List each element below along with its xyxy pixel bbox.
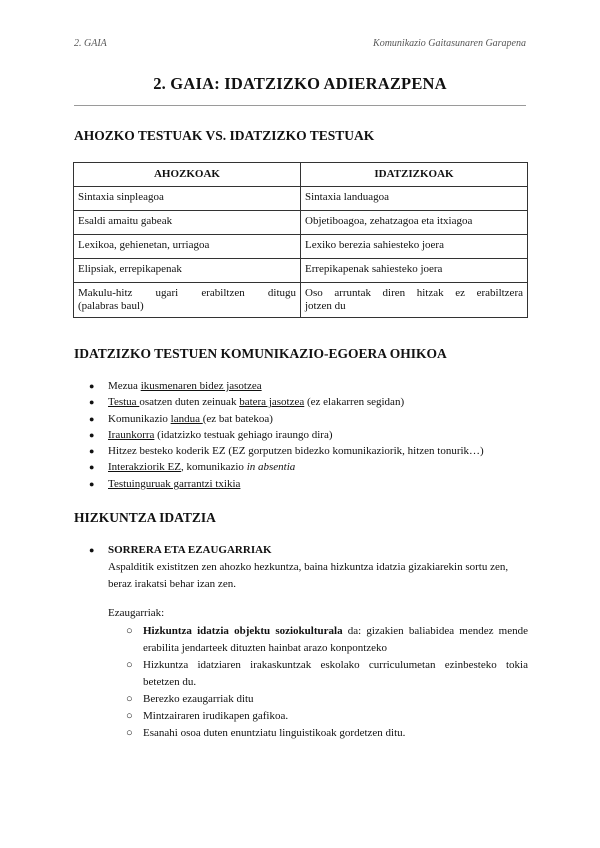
list-item: ● Mezua ikusmenaren bidez jasotzea bbox=[89, 380, 262, 392]
section-heading-oral-vs-written: AHOZKO TESTUAK VS. IDATZIZKO TESTUAK bbox=[74, 128, 375, 143]
circle-bullet-icon: ○ bbox=[126, 693, 133, 705]
bullet-icon: ● bbox=[89, 462, 95, 473]
list-item: ● Hitzez besteko koderik EZ (EZ gorputzen bidezko komunikaziorik, hitzen tonurik…) bbox=[89, 445, 484, 458]
title-divider bbox=[74, 105, 526, 106]
list-item: ○ Berezko ezaugarriak ditu bbox=[86, 691, 528, 708]
cell-line: Oso arruntak diren hitzak ez erabiltzera bbox=[305, 287, 523, 299]
table-row bbox=[74, 283, 528, 318]
table-cell: Elipsiak, errepikapenak bbox=[74, 259, 301, 283]
table-cell: Lexikoa, gehienetan, urriagoa bbox=[74, 235, 301, 259]
bullet-icon: ● bbox=[89, 429, 95, 440]
table-cell: Lexiko berezia sahiesteko joera bbox=[301, 235, 528, 259]
table-cell: Esaldi amaitu gabeak bbox=[74, 211, 301, 235]
bullet-icon: ● bbox=[89, 545, 95, 555]
circle-bullet-icon: ○ bbox=[126, 625, 133, 637]
table-cell: Objetiboagoa, zehatzagoa eta itxiagoa bbox=[301, 211, 528, 235]
bullet-icon: ● bbox=[89, 381, 95, 391]
list-item: ● Interakziorik EZ, komunikazio in absentia bbox=[89, 461, 296, 474]
bullet-icon: ● bbox=[89, 397, 95, 408]
table-cell: Errepikapenak sahiesteko joera bbox=[301, 259, 528, 283]
table-row bbox=[74, 259, 528, 283]
circle-bullet-icon: ○ bbox=[126, 727, 133, 739]
comparison-table bbox=[73, 162, 528, 318]
section-heading-communication: IDATZIZKO TESTUEN KOMUNIKAZIO-EGOERA OHIKOA bbox=[74, 346, 447, 361]
features-label: Ezaugarriak: bbox=[108, 607, 165, 619]
table-cell: Sintaxia landuagoa bbox=[301, 187, 528, 211]
column-header-written: IDATZIZKOAK bbox=[301, 163, 528, 187]
list-item: ● Testuinguruak garrantzi txikia bbox=[89, 477, 241, 490]
cell-line: jotzen du bbox=[305, 300, 346, 313]
table-row bbox=[74, 187, 528, 211]
table-header-row bbox=[74, 163, 528, 187]
sub-heading: SORRERA ETA EZAUGARRIAK bbox=[108, 544, 272, 556]
communication-list bbox=[86, 378, 484, 492]
list-item: ○ Esanahi osoa duten enuntziatu linguistikoak gordetzen ditu. bbox=[86, 725, 528, 742]
bullet-icon: ● bbox=[89, 478, 95, 489]
features-list bbox=[86, 623, 528, 742]
page-header bbox=[74, 38, 526, 52]
column-header-oral: AHOZKOAK bbox=[74, 163, 301, 187]
circle-bullet-icon: ○ bbox=[126, 710, 133, 722]
table-cell bbox=[301, 283, 528, 318]
page-title: 2. GAIA: IDATZIZKO ADIERAZPENA bbox=[153, 74, 447, 93]
header-course: Komunikazio Gaitasunaren Garapena bbox=[373, 38, 526, 49]
circle-bullet-icon: ○ bbox=[126, 659, 133, 671]
origin-features-block bbox=[86, 543, 528, 742]
table-row bbox=[74, 235, 528, 259]
table-row bbox=[74, 211, 528, 235]
list-item: ○ Hizkuntza idatzia objektu soziokulturala da: gizakien baliabidea mendez mende erabilita jendarteek dituzten hainbat arazo konpontzeko bbox=[126, 625, 529, 654]
bullet-icon: ● bbox=[89, 413, 95, 424]
origin-paragraph: Aspalditik existitzen zen ahozko hezkuntza, baina hizkuntza idatzia gizakiarekin sortu zen, beraz irakatsi behar izan zen. bbox=[108, 561, 509, 590]
list-item: ○ Mintzairaren irudikapen gafikoa. bbox=[86, 708, 528, 725]
table-cell bbox=[74, 283, 301, 318]
bullet-icon: ● bbox=[89, 446, 95, 457]
list-item: ○ Hizkuntza idatziaren irakaskuntzak eskolako curriculumetan ezinbesteko tokia betetzen du. bbox=[126, 659, 528, 688]
list-item: ● Komunikazio landua (ez bat batekoa) bbox=[89, 412, 273, 425]
cell-line: Makulu-hitz ugari erabiltzen ditugu bbox=[78, 287, 296, 299]
cell-line: (palabras baul) bbox=[78, 300, 144, 313]
section-heading-written-language: HIZKUNTZA IDATZIA bbox=[74, 510, 216, 525]
header-chapter: 2. GAIA bbox=[74, 38, 107, 49]
list-item: ● Testua osatzen duten zeinuak batera jasotzea (ez elakarren segidan) bbox=[89, 396, 405, 409]
list-item: ● Iraunkorra (idatzizko testuak gehiago iraungo dira) bbox=[89, 428, 333, 441]
table-cell: Sintaxia sinpleagoa bbox=[74, 187, 301, 211]
